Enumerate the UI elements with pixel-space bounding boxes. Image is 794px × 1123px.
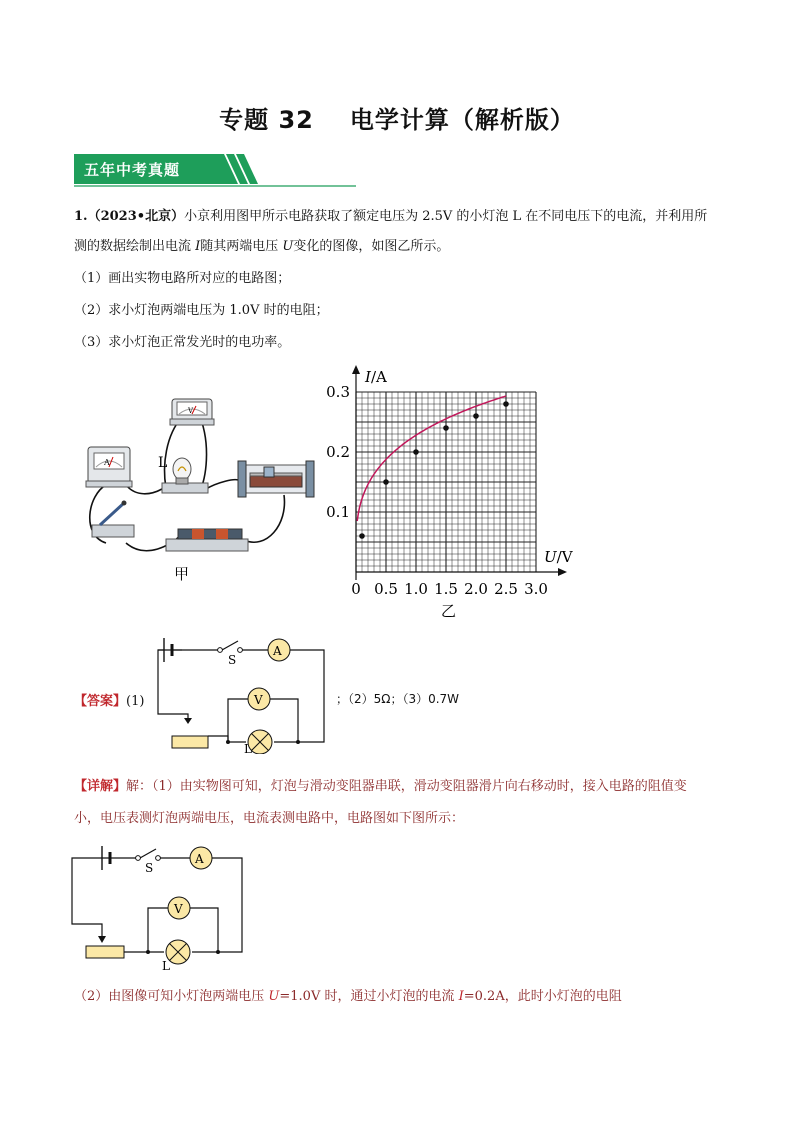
x-tick-label: 2.5 — [494, 580, 518, 598]
title-topic-name: 电学计算（解析版） — [349, 106, 575, 134]
figure-yi-iu-chart — [320, 362, 580, 624]
voltmeter-letter: V — [188, 407, 194, 415]
voltmeter-device — [170, 399, 214, 425]
detail-ammeter-label: A — [195, 852, 204, 866]
answer-rest: ；（2）5Ω；（3）0.7W — [336, 692, 460, 706]
y-axis-arrow — [352, 365, 360, 374]
lamp-label: L — [158, 455, 168, 471]
x-axis-arrow — [558, 568, 567, 576]
answer-lamp-label: L — [244, 742, 252, 754]
question-item-1: （1）画出实物电路所对应的电路图； — [74, 271, 291, 286]
x-tick-label: 2.0 — [464, 580, 488, 598]
ammeter-letter: A — [104, 458, 110, 467]
detail-line-3 — [74, 983, 734, 1011]
detail-var-i: I — [458, 989, 464, 1004]
data-point — [359, 533, 365, 539]
answer-ammeter-label: A — [273, 644, 282, 658]
question-text-a: 小京利用图甲所示电路获取了额定电压为 2.5V 的小灯泡 L 在不同电压下的电流，并利用所 — [184, 209, 708, 224]
y-axis-label — [364, 368, 387, 386]
x-axis-unit: /V — [556, 548, 573, 566]
detail-text-1: 解：（1）由实物图可知，灯泡与滑动变阻器串联，滑动变阻器滑片向右移动时，接入电路的阻值变 — [126, 779, 687, 794]
answer-voltmeter-label: V — [254, 693, 263, 707]
y-tick-label: 0.2 — [326, 443, 350, 461]
question-var-u: U — [282, 239, 294, 254]
data-point — [503, 401, 509, 407]
switch-device — [92, 501, 134, 538]
question-text-b3: 变化的图像，如图乙所示。 — [293, 239, 450, 254]
question-var-i: I — [195, 239, 201, 254]
title-topic-number: 专题 32 — [219, 106, 314, 134]
section-banner — [74, 154, 356, 188]
page-title — [0, 100, 794, 135]
data-point — [413, 449, 419, 455]
fit-curve — [357, 396, 506, 521]
data-point — [473, 413, 479, 419]
y-axis-var: I — [365, 368, 371, 386]
figure-jia-caption: 甲 — [174, 565, 190, 583]
x-axis-label — [544, 548, 574, 566]
figure-jia-physical-circuit — [66, 385, 336, 590]
detail-text-3b: =1.0V 时，通过小灯泡的电流 — [279, 989, 459, 1004]
x-tick-label: 1.5 — [434, 580, 458, 598]
question-line-2 — [74, 233, 734, 261]
answer-prefix — [74, 690, 144, 709]
question-item-2: （2）求小灯泡两端电压为 1.0V 时的电阻； — [74, 303, 329, 318]
section-label: 五年中考真题 — [84, 161, 181, 179]
data-point — [383, 479, 389, 485]
x-tick-label: 3.0 — [524, 580, 548, 598]
battery-device — [166, 529, 248, 551]
question-text-b1: 测的数据绘制出电流 — [74, 239, 196, 254]
answer-tag: 【答案】 — [74, 694, 127, 709]
x-tick-label: 0.5 — [374, 580, 398, 598]
y-axis-unit: /A — [370, 368, 387, 386]
y-tick-label: 0.3 — [326, 383, 350, 401]
detail-line-1 — [74, 773, 734, 801]
question-item-3: （3）求小灯泡正常发光时的电功率。 — [74, 335, 291, 350]
lamp-device — [162, 458, 208, 493]
y-tick-label: 0.1 — [326, 503, 350, 521]
detail-voltmeter-label: V — [174, 902, 183, 916]
question-number: 1. — [74, 209, 88, 224]
answer-circuit-diagram — [150, 632, 340, 754]
detail-var-u: U — [268, 989, 280, 1004]
detail-circuit-diagram — [68, 842, 258, 974]
rheostat-device — [238, 461, 314, 497]
x-axis-var: U — [544, 548, 557, 566]
x-tick-label: 1.0 — [404, 580, 428, 598]
ammeter-device — [86, 447, 132, 487]
detail-text-3c: =0.2A，此时小灯泡的电阻 — [463, 989, 622, 1004]
question-source: （2023•北京） — [87, 209, 185, 224]
detail-switch-label: S — [145, 861, 154, 875]
data-point — [443, 425, 449, 431]
detail-line-2: 小，电压表测灯泡两端电压，电流表测电路中，电路图如下图所示： — [74, 811, 465, 826]
question-text-b2: 随其两端电压 — [200, 239, 283, 254]
detail-text-3a: （2）由图像可知小灯泡两端电压 — [74, 989, 269, 1004]
x-tick-label: 0 — [351, 580, 361, 598]
figure-yi-caption: 乙 — [441, 602, 457, 620]
detail-lamp-label: L — [162, 959, 170, 973]
answer-switch-label: S — [228, 653, 237, 667]
detail-tag: 【详解】 — [74, 779, 127, 794]
question-line-1 — [74, 203, 734, 231]
answer-part-1: (1) — [126, 694, 145, 709]
